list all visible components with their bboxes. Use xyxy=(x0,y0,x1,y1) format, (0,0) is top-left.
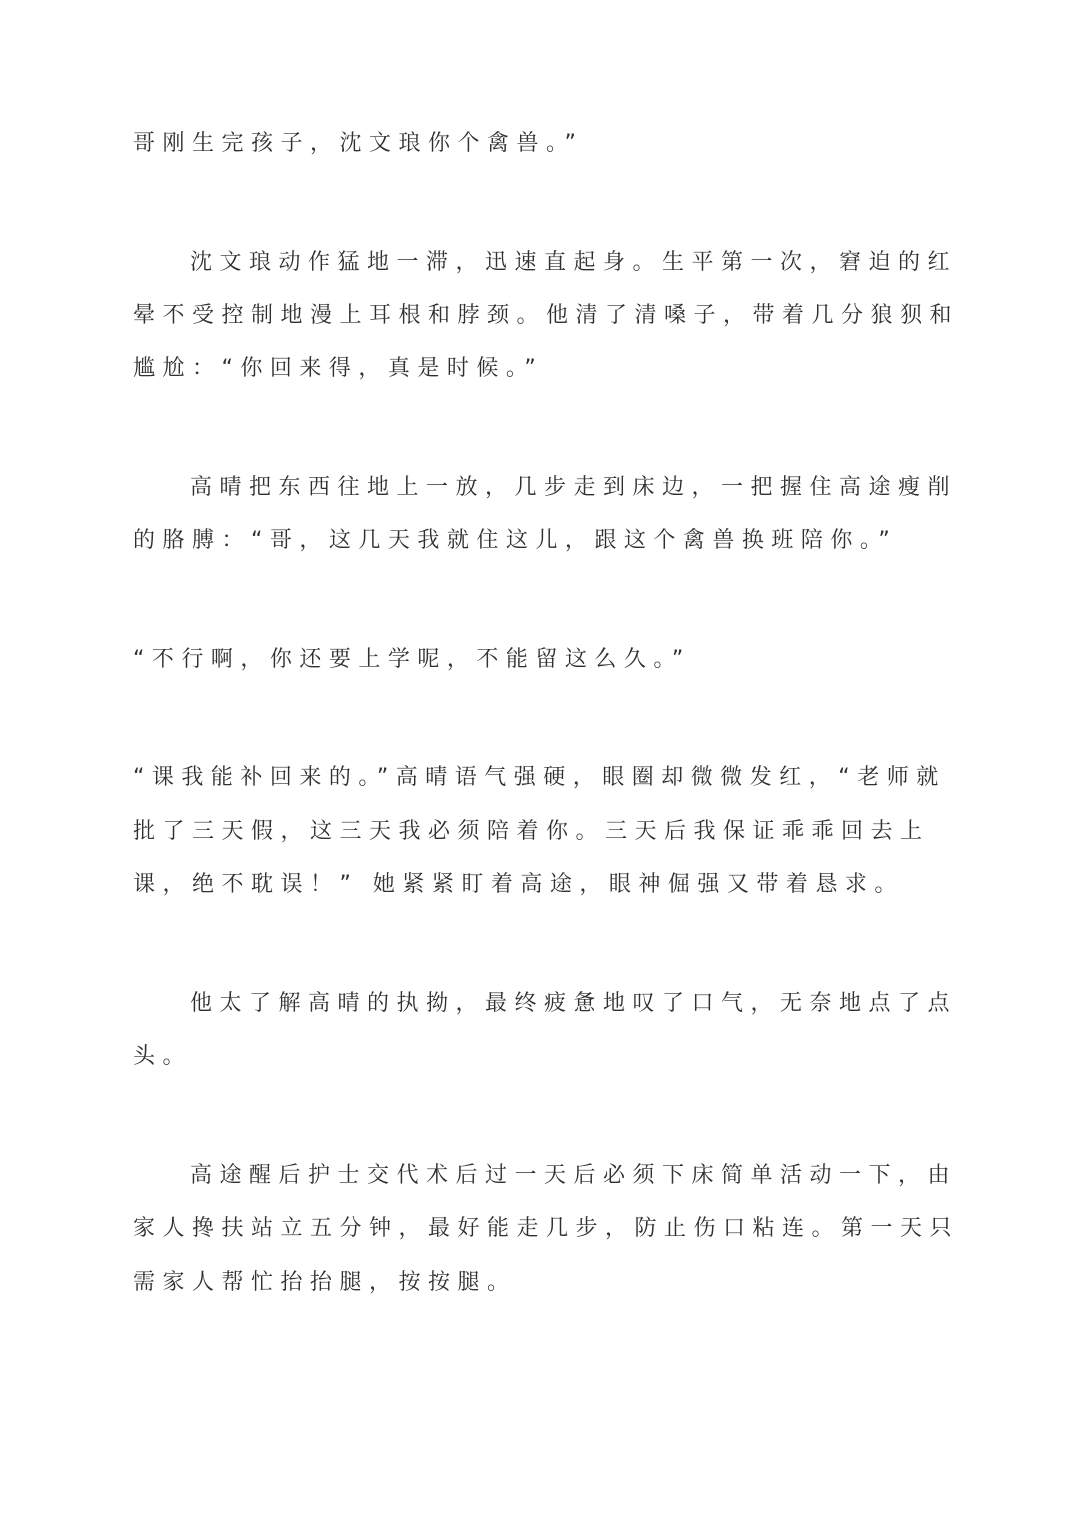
paragraph-5-line-3: 课，绝不耽误！” 她紧紧盯着高途，眼神倔强又带着恳求。 xyxy=(133,872,904,897)
paragraph-7-line-1: 高途醒后护士交代术后过一天后必须下床简单活动一下，由 xyxy=(190,1163,958,1188)
paragraph-6-line-1: 他太了解高晴的执拗，最终疲惫地叹了口气，无奈地点了点 xyxy=(190,991,958,1016)
paragraph-2-line-2: 晕不受控制地漫上耳根和脖颈。他清了清嗓子，带着几分狼狈和 xyxy=(133,303,960,328)
paragraph-3-line-2: 的胳膊：“哥，这几天我就住这儿，跟这个禽兽换班陪你。” xyxy=(133,528,898,553)
paragraph-1-line-1: 哥刚生完孩子，沈文琅你个禽兽。” xyxy=(133,131,584,156)
paragraph-7-line-2: 家人搀扶站立五分钟，最好能走几步，防止伤口粘连。第一天只 xyxy=(133,1216,960,1241)
paragraph-6-line-2: 头。 xyxy=(133,1044,193,1069)
paragraph-2-line-1: 沈文琅动作猛地一滞，迅速直起身。生平第一次，窘迫的红 xyxy=(190,250,958,275)
paragraph-3-line-1: 高晴把东西往地上一放，几步走到床边，一把握住高途瘦削 xyxy=(190,475,958,500)
paragraph-4-line-1: “不行啊，你还要上学呢，不能留这么久。” xyxy=(133,647,691,672)
paragraph-2-line-3: 尴尬：“你回来得，真是时候。” xyxy=(133,356,544,381)
paragraph-5-line-2: 批了三天假，这三天我必须陪着你。三天后我保证乖乖回去上 xyxy=(133,819,930,844)
paragraph-5-line-1: “课我能补回来的。”高晴语气强硬，眼圈却微微发红，“老师就 xyxy=(133,765,946,790)
paragraph-7-line-3: 需家人帮忙抬抬腿，按按腿。 xyxy=(133,1270,517,1295)
